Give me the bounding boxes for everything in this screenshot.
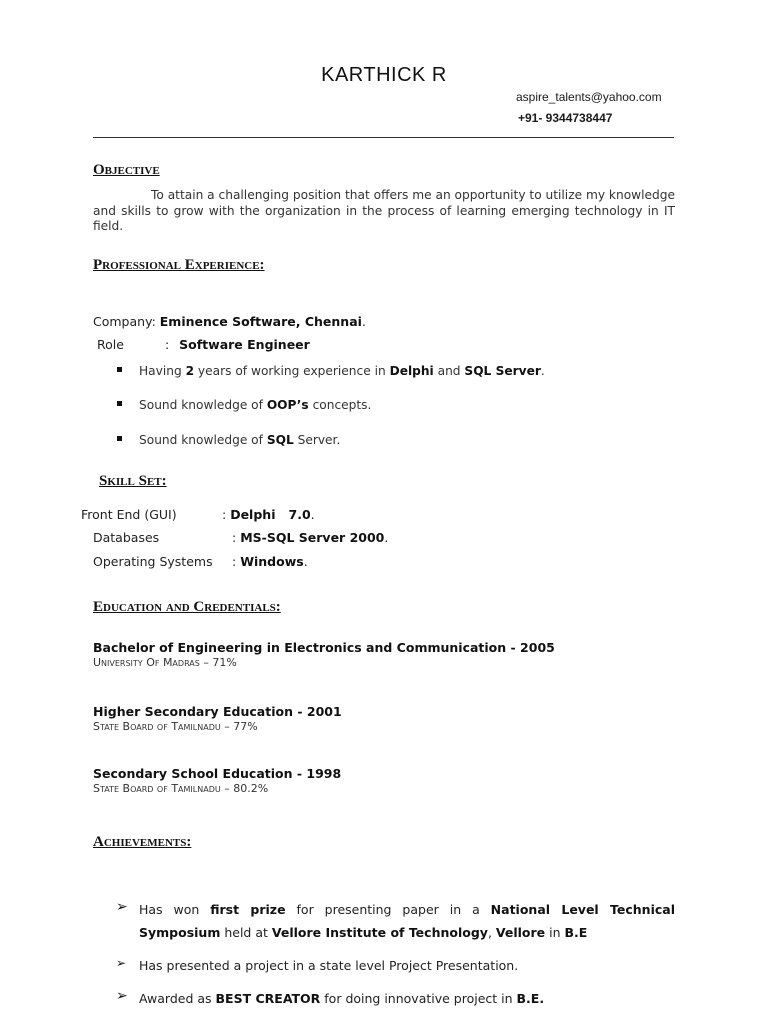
achievement-item: Awarded as BEST CREATOR for doing innovative project in B.E. (139, 991, 545, 1006)
achievements-heading: Achievements: (93, 834, 192, 850)
education-title: Secondary School Education - 1998 (93, 766, 342, 781)
experience-heading: Professional Experience: (93, 257, 265, 273)
arrow-bullet-icon: ➢ (116, 956, 127, 970)
company-line: Company: Eminence Software, Chennai. (93, 314, 366, 329)
bullet-icon (117, 367, 122, 372)
objective-text: To attain a challenging position that offers me an opportunity to utilize my knowledge and skills to grow with the organization in the process of learning emerging technology in IT field. (93, 188, 675, 233)
header-divider (93, 137, 674, 138)
skill-value: : Windows. (232, 554, 308, 569)
contact-email: aspire_talents@yahoo.com (516, 90, 662, 104)
bullet-icon (117, 401, 122, 406)
role-line: Role : Software Engineer (97, 337, 310, 352)
skill-row: Operating Systems (93, 554, 213, 569)
skill-value: : MS-SQL Server 2000. (232, 530, 389, 545)
bullet-icon (117, 436, 122, 441)
arrow-bullet-icon: ➢ (116, 988, 128, 1004)
experience-bullet: Sound knowledge of OOP’s concepts. (139, 398, 372, 412)
arrow-bullet-icon: ➢ (116, 899, 128, 915)
contact-phone: +91- 9344738447 (518, 111, 613, 125)
education-detail: University Of Madras – 71% (93, 656, 237, 669)
skills-heading: Skill Set: (99, 473, 167, 489)
objective-heading: Objective (93, 162, 160, 178)
education-title: Higher Secondary Education - 2001 (93, 704, 342, 719)
candidate-name: KARTHICK R (321, 64, 447, 86)
experience-bullet: Sound knowledge of SQL Server. (139, 433, 341, 447)
experience-bullet: Having 2 years of working experience in Delphi and SQL Server. (139, 364, 545, 378)
skill-row: Databases (93, 530, 160, 545)
education-detail: State Board of Tamilnadu – 80.2% (93, 782, 269, 795)
achievement-item: Has won first prize for presenting paper in a National Level Technical Symposium held at Vellore Institute of Technology, Vellore in B.E (139, 902, 675, 940)
education-title: Bachelor of Engineering in Electronics and Communication - 2005 (93, 640, 555, 655)
skill-row: Front End (GUI) (81, 507, 177, 522)
achievement-item: Has presented a project in a state level Project Presentation. (139, 958, 519, 973)
skill-value: : Delphi 7.0. (222, 507, 315, 522)
education-detail: State Board of Tamilnadu – 77% (93, 720, 258, 733)
education-heading: Education and Credentials: (93, 599, 281, 615)
